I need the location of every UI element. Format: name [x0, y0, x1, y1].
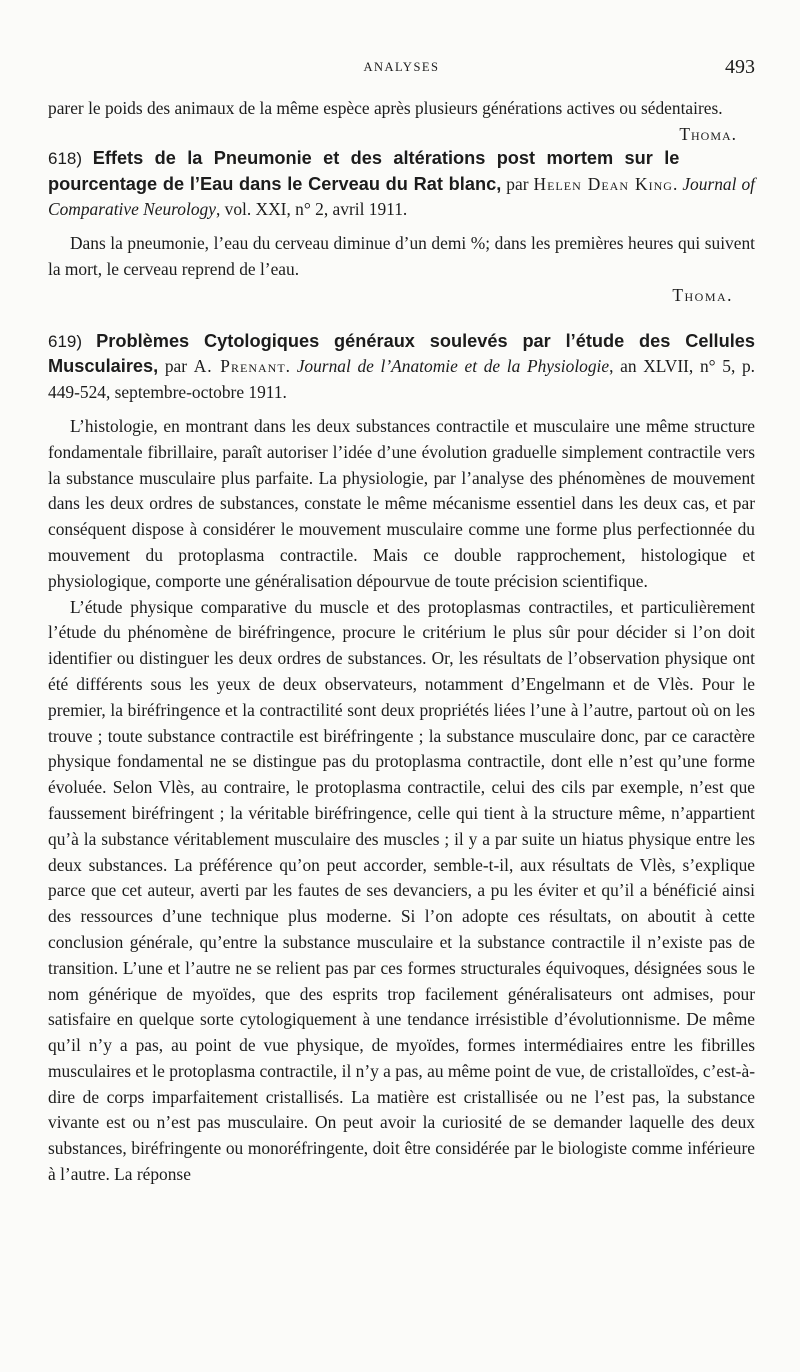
entry-618-heading	[48, 146, 755, 223]
entry-618-number: 618)	[48, 148, 83, 168]
entry-619-title: Problèmes Cytologiques généraux soulevés par l’étude des Cellules Musculaires,	[48, 330, 755, 377]
entry-618-signature: Thoma.	[672, 284, 733, 305]
entry-619-paragraph-1: L’histologie, en montrant dans les deux substances contractile et musculaire une même structure fondamentale fibrillaire, paraît autoriser l’idée d’une évolution graduelle simplement contractile vers la substance musculaire plus parfaite. La physiologie, par l’analyse des phénomènes de mouvement dans les deux ordres de substances, constate le même mécanisme essentiel dans les deux cas, et par conséquent dispose à considérer le mouvement musculaire comme une forme plus perfectionnée du mouvement du protoplasma contractile. Mais ce double rapprochement, histologique et physiologique, comporte une généralisation dépourvue de toute précision scientifique.	[48, 415, 755, 591]
entry-618-by: par	[501, 173, 534, 194]
entry-619-journal: Journal de l’Anatomie et de la Physiologie	[296, 356, 610, 377]
page-number: 493	[725, 56, 755, 78]
entry-619-sep: .	[285, 356, 297, 377]
entry-619-author: A. Prenant	[193, 356, 286, 377]
entry-618-title: Effets de la Pneumonie et des altérations post mortem sur le pourcentage de l’Eau dans le Cerveau du Rat blanc,	[48, 147, 680, 194]
page-body	[48, 96, 755, 1188]
entry-619-paragraph-2: L’étude physique comparative du muscle et des protoplasmas contractiles, et particulièrement l’étude du phénomène de biréfringence, procure le critérium le plus sûr pour décider si l’on doit identifier ou distinguer les deux ordres de substances. Or, les résultats de l’observation physique ont été différents sous les yeux de deux observateurs, notamment d’Engelmann et de Vlès. Pour le premier, la biréfringence et la contractilité sont deux propriétés liées l’une à l’autre, partout où on les trouve ; toute substance contractile est biréfringente ; la substance musculaire donc, par ce caractère physique fondamental ne se distingue pas du protoplasma contractile, dont elle n’est qu’une forme évoluée. Selon Vlès, au contraire, le protoplasma contractile, celui des cils par exemple, n’est que faussement biréfringent ; la véritable biréfringence, celle qui tient à la structure même, n’appartient qu’à la substance véritablement musculaire des muscles ; il y a par suite un hiatus physique entre les deux substances. La préférence qu’on peut accorder, semble-t-il, aux résultats de Vlès, s’explique parce que cet auteur, averti par les fautes de ses devanciers, a pu les éviter et qu’il a bénéficié ainsi des ressources d’une technique plus moderne. Si l’on adopte ces résultats, on aboutit à cette conclusion générale, qu’entre la substance musculaire et la substance contractile il n’existe pas de transition. L’une et l’autre ne se relient pas par ces formes structurales équivoques, désignées sous le nom générique de myoïdes, que des esprits trop facilement généralisateurs ont admises, pour satisfaire en quelque sorte cytologiquement à une tendance irrésistible d’évolutionnisme. De même qu’il n’y a pas, au point de vue physique, de myoïdes, formes intermédiaires entre les fibrilles musculaires et le protoplasma contractile, il n’y a pas, au même point de vue, de cristalloïdes, c’est-à-dire de corps imparfaitement cristallisés. La matière est cristallisée ou ne l’est pas, la substance vivante est ou n’est pas musculaire. On peut avoir la curiosité de se demander laquelle des deux substances, biréfringente ou monoréfringente, doit être considérée par le biologiste comme inférieure à l’autre. La réponse	[48, 596, 755, 1185]
entry-618-sep: .	[672, 173, 683, 194]
entry-618-details: , vol. XXI, n° 2, avril 1911.	[215, 199, 408, 220]
carryover-text: parer le poids des animaux de la même espèce après plusieurs générations actives ou sédentaires.	[48, 98, 723, 118]
entry-618-paragraph: Dans la pneumonie, l’eau du cerveau diminue d’un demi %; dans les premières heures qui suivent la mort, le cerveau reprend de l’eau.	[48, 233, 755, 279]
carryover-paragraph	[48, 96, 755, 144]
carryover-signature: Thoma.	[679, 123, 737, 144]
running-head: ANALYSES	[363, 60, 440, 74]
entry-619-details: , an XLVII, n° 5, p. 449-524, septembre-octobre 1911.	[48, 356, 756, 403]
entry-618-journal: Journal of Comparative Neurology	[48, 173, 755, 220]
entry-619-by: par	[158, 356, 194, 377]
entry-619-heading	[48, 329, 755, 406]
entry-618-author: Helen Dean King	[533, 173, 673, 194]
entry-619-number: 619)	[48, 331, 83, 351]
page-header	[48, 56, 755, 84]
